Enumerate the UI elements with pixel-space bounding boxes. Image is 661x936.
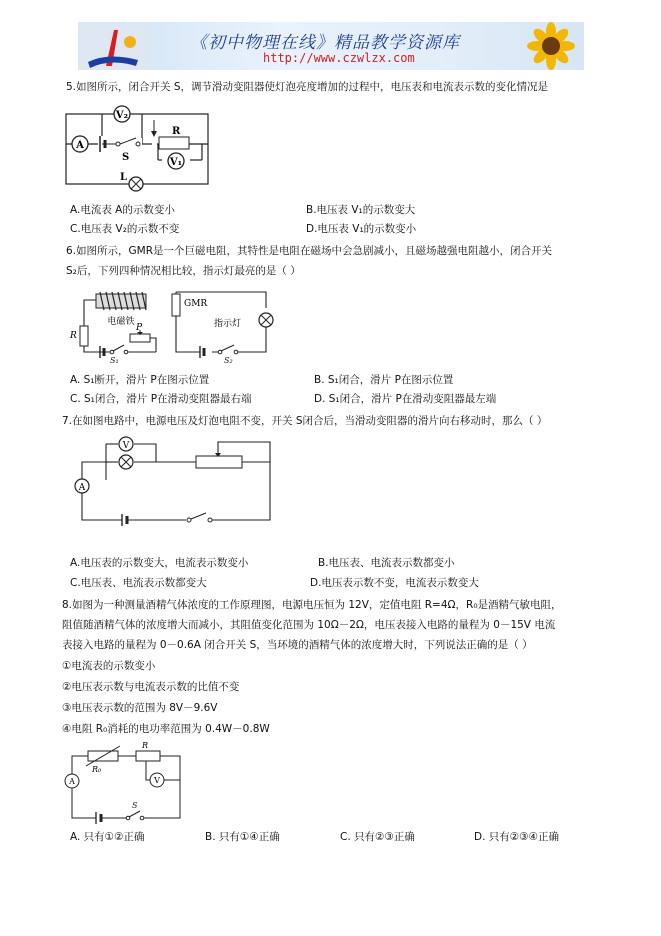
q8-switch-icon <box>126 801 144 820</box>
q6-em-label: 电磁铁 <box>107 317 135 327</box>
q5-s-label: S <box>122 152 130 163</box>
q7-option-d: D.电压表示数不变，电流表示数变大 <box>310 577 479 589</box>
lamp-icon <box>120 172 143 191</box>
q5-a-label: A <box>76 140 84 151</box>
q5-v2-label: V₂ <box>115 110 129 121</box>
q8-stem-line3: 表接入电路的量程为 0－0.6A 闭合开关 S，当环境的酒精气体的浓度增大时，下列说法正确的是（ ） <box>62 639 533 651</box>
sunflower-icon <box>518 22 584 70</box>
q7-lamp-icon <box>119 455 133 469</box>
q6-stem-line1: 6.如图所示，GMR是一个巨磁电阻，其特性是电阻在磁场中会急剧减小，且磁场越强电阻越小，闭合开关 <box>66 245 553 257</box>
gmr-icon <box>172 294 207 316</box>
rheostat-icon <box>151 120 189 149</box>
q6-lamp-label: 指示灯 <box>214 319 242 329</box>
banner-title: 《初中物理在线》精品教学资源库 <box>190 33 460 53</box>
q6-s1-label: S₁ <box>110 356 119 365</box>
q6-s2-label: S₂ <box>224 356 233 365</box>
q5-circuit-diagram <box>62 100 212 195</box>
q7-rheostat-icon <box>196 452 242 468</box>
q6-lamp-icon <box>259 313 273 327</box>
q5-option-c: C.电压表 V₂的示数不变 <box>70 223 180 235</box>
a-meter <box>72 136 88 152</box>
q8-v-label: V <box>154 776 160 785</box>
q8-statement-2: ②电压表示数与电流表示数的比值不变 <box>62 681 240 693</box>
q7-battery-icon <box>122 514 127 526</box>
q8-stem-line2: 阻值随酒精气体的浓度增大而减小，其阻值变化范围为 10Ω－2Ω，电压表接入电路的量程为 0－15V 电流 <box>62 619 556 631</box>
q7-stem: 7.在如图电路中，电源电压及灯泡电阻不变，开关 S闭合后，当滑动变阻器的滑片向右移动时，那么（ ） <box>62 415 548 427</box>
banner-url[interactable]: http://www.czwlzx.com <box>263 51 415 65</box>
q5-l-label: L <box>120 172 128 183</box>
q8-circuit-diagram <box>62 742 192 824</box>
q7-ammeter <box>75 479 89 493</box>
q6-resistor-icon <box>69 326 88 346</box>
q5-option-d: D.电压表 V₁的示数变小 <box>306 223 417 235</box>
site-logo <box>78 22 150 70</box>
q7-a-label: A <box>78 483 86 493</box>
q8-option-a: A. 只有①②正确 <box>70 831 145 843</box>
q7-switch-icon <box>187 513 212 522</box>
v1-meter <box>168 153 184 169</box>
q8-r0-icon <box>86 746 120 774</box>
q5-r-label: R <box>172 126 181 137</box>
q6-r-label: R <box>70 331 77 341</box>
q8-ammeter <box>65 774 79 788</box>
q5-v1-label: V₁ <box>169 157 183 168</box>
q8-statement-3: ③电压表示数的范围为 8V－9.6V <box>62 702 218 714</box>
q8-r-label: R <box>142 742 149 750</box>
q8-option-c: C. 只有②③正确 <box>340 831 415 843</box>
q8-a-label: A <box>69 777 75 786</box>
q7-circuit-diagram <box>66 434 276 528</box>
q6-gmr-label: GMR <box>184 299 208 309</box>
logo-graphic <box>78 22 150 70</box>
header-banner <box>78 22 584 70</box>
q7-option-b: B.电压表、电流表示数都变小 <box>318 557 455 569</box>
q6-option-d: D. S₁闭合，滑片 P在滑动变阻器最左端 <box>314 393 497 405</box>
q8-battery-icon <box>96 812 101 824</box>
q5-option-b: B.电压表 V₁的示数变大 <box>306 204 416 216</box>
electromagnet-icon <box>96 292 146 327</box>
q7-option-c: C.电压表、电流表示数都变大 <box>70 577 207 589</box>
q7-voltmeter <box>119 437 133 451</box>
q8-statement-4: ④电阻 R₀消耗的电功率范围为 0.4W－0.8W <box>62 723 270 735</box>
q8-stem-line1: 8.如图为一种测量酒精气体浓度的工作原理图，电源电压恒为 12V，定值电阻 R=4Ω，R₀是酒精气敏电阻， <box>62 599 562 611</box>
q8-r-icon <box>136 742 160 761</box>
q8-s-label: S <box>132 801 138 810</box>
v2-meter <box>114 106 130 122</box>
q6-switch-s1 <box>110 344 128 365</box>
q5-option-a: A.电流表 A的示数变小 <box>70 204 175 216</box>
q8-statement-1: ①电流表的示数变小 <box>62 660 156 672</box>
q8-option-d: D. 只有②③④正确 <box>474 831 559 843</box>
q8-voltmeter <box>150 773 164 787</box>
q5-stem: 5.如图所示，闭合开关 S，调节滑动变阻器使灯泡亮度增加的过程中，电压表和电流表示数的变化情况是 <box>66 81 549 93</box>
q6-battery2-icon <box>200 346 204 358</box>
q7-option-a: A.电压表的示数变大，电流表示数变小 <box>70 557 249 569</box>
q6-stem-line2: S₂后，下列四种情况相比较，指示灯最亮的是（ ） <box>66 265 301 277</box>
q6-p-label: P <box>136 323 143 333</box>
q7-v-label: V <box>122 441 130 451</box>
q8-r0-label: R₀ <box>92 765 102 774</box>
q6-option-c: C. S₁闭合，滑片 P在滑动变阻器最右端 <box>70 393 252 405</box>
q6-option-b: B. S₁闭合，滑片 P在图示位置 <box>314 374 454 386</box>
q6-option-a: A. S₁断开，滑片 P在图示位置 <box>70 374 210 386</box>
q6-switch-s2 <box>212 344 266 365</box>
q8-option-b: B. 只有①④正确 <box>205 831 280 843</box>
q6-circuit-diagram <box>66 286 276 366</box>
